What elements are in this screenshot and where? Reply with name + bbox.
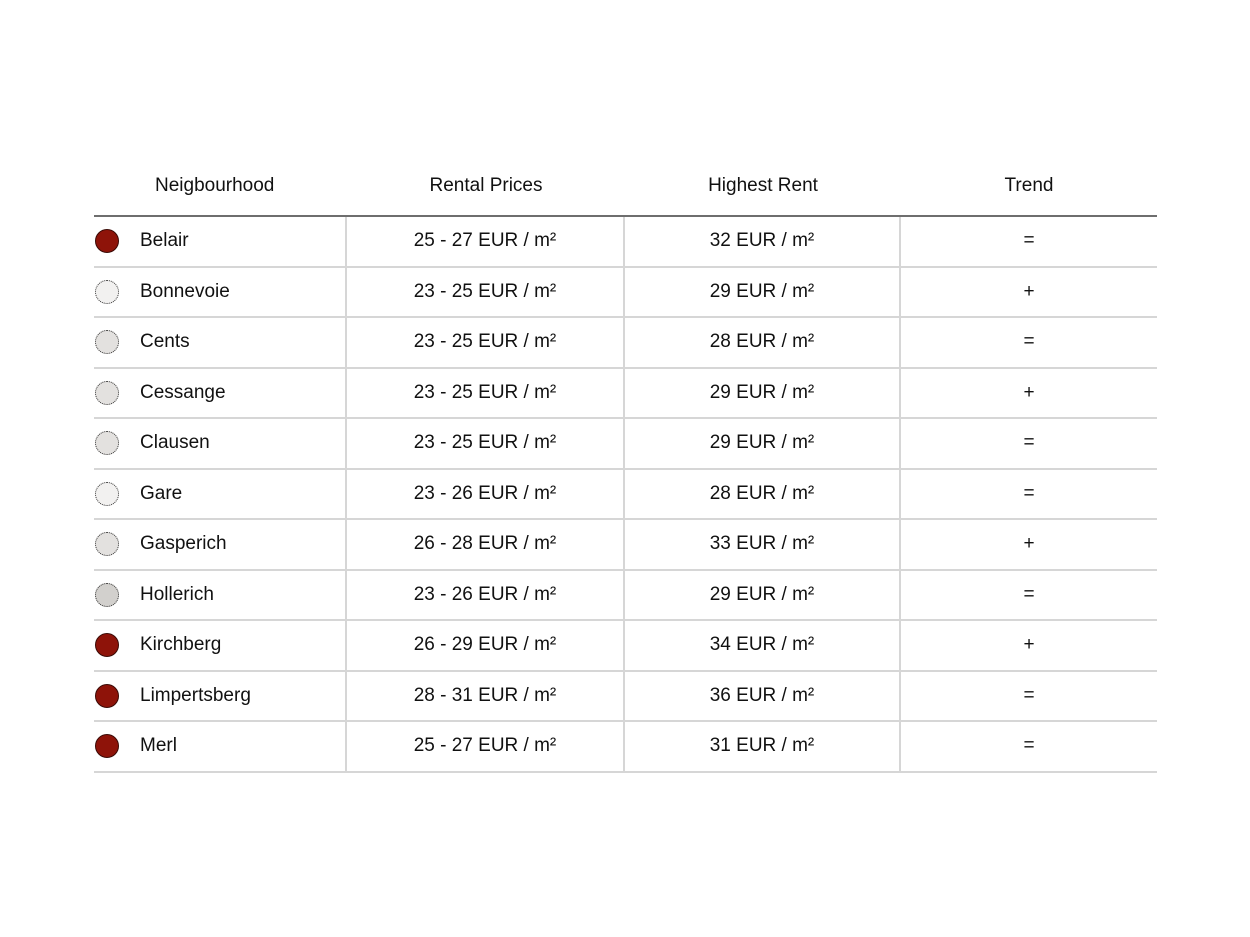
- neighbourhood-cell: [94, 217, 347, 266]
- neighbourhood-cell: [94, 621, 347, 670]
- neighbourhood-cell: [94, 470, 347, 519]
- neighbourhood-cell: [94, 318, 347, 367]
- trend-cell: +: [1023, 280, 1035, 302]
- header-rental-prices: Rental Prices: [429, 175, 543, 196]
- rental-price-cell: 26 - 28 EUR / m²: [347, 520, 625, 569]
- neighbourhood-name: Hollerich: [140, 583, 214, 605]
- trend-cell: =: [1023, 331, 1035, 353]
- neighbourhood-cell: [94, 369, 347, 418]
- highest-rent-cell: 29 EUR / m²: [625, 268, 901, 317]
- rental-price-cell: 23 - 26 EUR / m²: [347, 470, 625, 519]
- table-row: [94, 217, 1157, 268]
- table-row: [94, 268, 1157, 319]
- trend-cell: +: [1023, 381, 1035, 403]
- table-row: [94, 369, 1157, 420]
- table-row: [94, 318, 1157, 369]
- rental-price-cell: 23 - 25 EUR / m²: [347, 369, 625, 418]
- marker-dot-icon: [95, 633, 119, 657]
- neighbourhood-cell: [94, 520, 347, 569]
- table-row: [94, 571, 1157, 622]
- table-row: [94, 722, 1157, 773]
- header-trend: Trend: [1004, 175, 1054, 196]
- trend-cell: =: [1023, 432, 1035, 454]
- highest-rent-cell: 33 EUR / m²: [625, 520, 901, 569]
- rental-price-cell: 25 - 27 EUR / m²: [347, 217, 625, 266]
- marker-dot-icon: [95, 583, 119, 607]
- highest-rent-cell: 31 EUR / m²: [625, 722, 901, 771]
- highest-rent-cell: 29 EUR / m²: [625, 571, 901, 620]
- neighbourhood-cell: [94, 571, 347, 620]
- highest-rent-cell: 36 EUR / m²: [625, 672, 901, 721]
- table-row: [94, 672, 1157, 723]
- marker-dot-icon: [95, 684, 119, 708]
- rental-price-cell: 28 - 31 EUR / m²: [347, 672, 625, 721]
- rental-price-cell: 23 - 25 EUR / m²: [347, 268, 625, 317]
- rent-table: [94, 163, 1157, 773]
- neighbourhood-cell: [94, 722, 347, 771]
- table-row: [94, 470, 1157, 521]
- trend-cell: +: [1023, 634, 1035, 656]
- rental-price-cell: 26 - 29 EUR / m²: [347, 621, 625, 670]
- trend-cell: =: [1023, 735, 1035, 757]
- marker-dot-icon: [95, 229, 119, 253]
- neighbourhood-name: Gasperich: [140, 533, 227, 555]
- rental-price-cell: 23 - 25 EUR / m²: [347, 419, 625, 468]
- highest-rent-cell: 29 EUR / m²: [625, 419, 901, 468]
- highest-rent-cell: 28 EUR / m²: [625, 318, 901, 367]
- marker-dot-icon: [95, 734, 119, 758]
- trend-cell: =: [1023, 482, 1035, 504]
- marker-dot-icon: [95, 482, 119, 506]
- trend-cell: =: [1023, 583, 1035, 605]
- trend-cell: =: [1023, 684, 1035, 706]
- table-row: [94, 621, 1157, 672]
- neighbourhood-name: Gare: [140, 482, 183, 504]
- neighbourhood-name: Bonnevoie: [140, 280, 230, 302]
- neighbourhood-name: Cents: [140, 331, 190, 353]
- highest-rent-cell: 32 EUR / m²: [625, 217, 901, 266]
- rental-price-cell: 23 - 25 EUR / m²: [347, 318, 625, 367]
- neighbourhood-name: Cessange: [140, 381, 226, 403]
- neighbourhood-name: Clausen: [140, 432, 210, 454]
- trend-cell: =: [1023, 230, 1035, 252]
- marker-dot-icon: [95, 431, 119, 455]
- neighbourhood-cell: [94, 419, 347, 468]
- marker-dot-icon: [95, 330, 119, 354]
- neighbourhood-name: Kirchberg: [140, 634, 222, 656]
- neighbourhood-name: Merl: [140, 735, 177, 757]
- neighbourhood-name: Limpertsberg: [140, 684, 251, 706]
- header-highest-rent: Highest Rent: [708, 175, 818, 196]
- table-body: [94, 217, 1157, 773]
- highest-rent-cell: 34 EUR / m²: [625, 621, 901, 670]
- marker-dot-icon: [95, 532, 119, 556]
- table-row: [94, 419, 1157, 470]
- trend-cell: +: [1023, 533, 1035, 555]
- rental-price-cell: 23 - 26 EUR / m²: [347, 571, 625, 620]
- highest-rent-cell: 29 EUR / m²: [625, 369, 901, 418]
- rental-price-cell: 25 - 27 EUR / m²: [347, 722, 625, 771]
- neighbourhood-cell: [94, 268, 347, 317]
- marker-dot-icon: [95, 381, 119, 405]
- table-header: [94, 163, 1157, 217]
- table-row: [94, 520, 1157, 571]
- highest-rent-cell: 28 EUR / m²: [625, 470, 901, 519]
- neighbourhood-name: Belair: [140, 230, 189, 252]
- marker-dot-icon: [95, 280, 119, 304]
- header-neighbourhood: Neigbourhood: [155, 175, 275, 196]
- neighbourhood-cell: [94, 672, 347, 721]
